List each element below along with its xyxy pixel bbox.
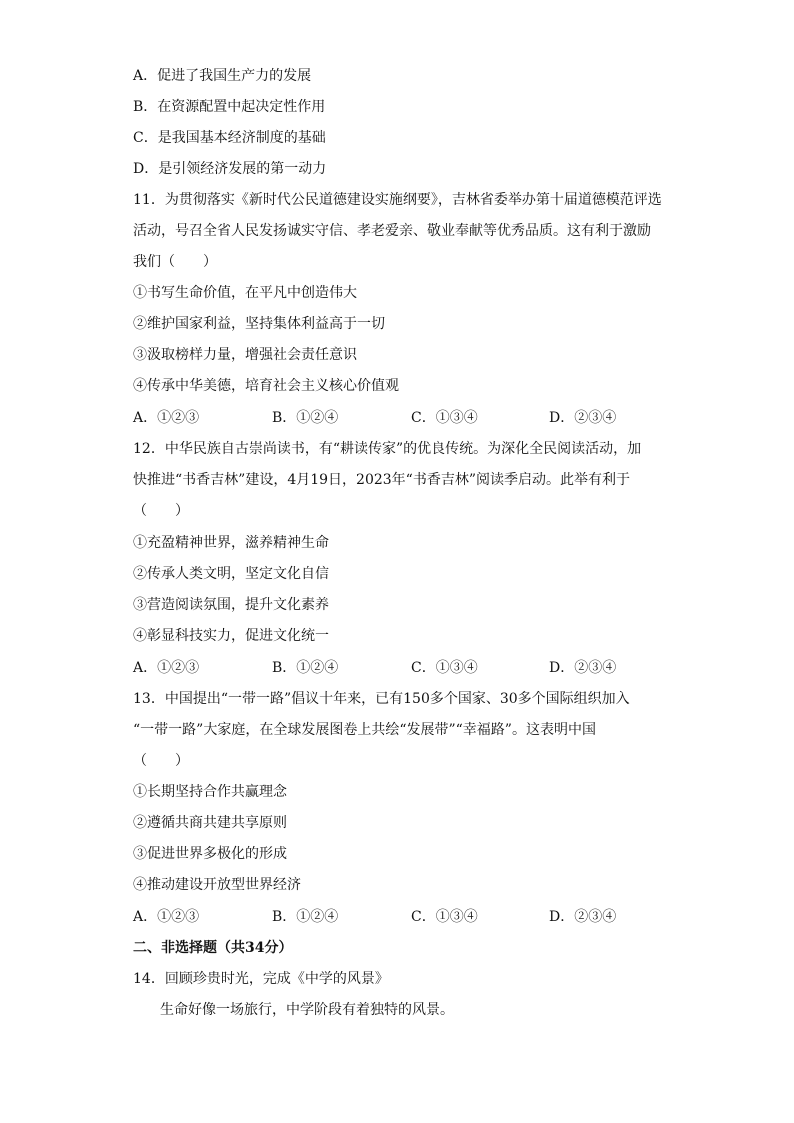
q12-choice-b: B．①②④	[272, 660, 339, 676]
q12-choice-d: D．②③④	[549, 660, 617, 676]
q10-option-a: A．促进了我国生产力的发展	[133, 68, 312, 84]
q11-stem-line-1: 11．为贯彻落实《新时代公民道德建设实施纲要》，吉林省委举办第十届道德模范评选	[133, 192, 662, 208]
q12-item-1: ①充盈精神世界，滋养精神生命	[133, 535, 329, 551]
q13-choice-a: A．①②③	[133, 909, 200, 925]
q10-option-b: B．在资源配置中起决定性作用	[133, 99, 326, 115]
q11-choices	[133, 408, 693, 428]
q12-choices	[133, 658, 693, 678]
q12-item-2: ②传承人类文明，坚定文化自信	[133, 566, 329, 582]
q11-choice-c: C．①③④	[411, 410, 478, 426]
q14-intro: 生命好像一场旅行，中学阶段有着独特的风景。	[160, 1002, 454, 1018]
q11-choice-d: D．②③④	[549, 410, 617, 426]
q10-option-c: C．是我国基本经济制度的基础	[133, 130, 326, 146]
q11-stem-line-3: 我们（ ）	[133, 254, 217, 270]
q14-stem: 14．回顾珍贵时光，完成《中学的风景》	[133, 971, 389, 987]
q11-item-2: ②维护国家利益，坚持集体利益高于一切	[133, 316, 385, 332]
q12-item-3: ③营造阅读氛围，提升文化素养	[133, 597, 329, 613]
q13-item-1: ①长期坚持合作共赢理念	[133, 784, 287, 800]
q13-item-4: ④推动建设开放型世界经济	[133, 877, 301, 893]
q13-choices	[133, 907, 693, 927]
q13-item-2: ②遵循共商共建共享原则	[133, 815, 287, 831]
q11-item-4: ④传承中华美德，培育社会主义核心价值观	[133, 378, 399, 394]
q13-choice-c: C．①③④	[411, 909, 478, 925]
q11-choice-a: A．①②③	[133, 410, 200, 426]
q13-choice-b: B．①②④	[272, 909, 339, 925]
q12-stem-line-1: 12．中华民族自古崇尚读书，有“耕读传家”的优良传统。为深化全民阅读活动，加	[133, 441, 642, 457]
q11-choice-b: B．①②④	[272, 410, 339, 426]
q11-item-1: ①书写生命价值，在平凡中创造伟大	[133, 285, 357, 301]
q13-stem-line-1: 13．中国提出“一带一路”倡议十年来，已有150多个国家、30多个国际组织加入	[133, 691, 630, 707]
section-heading: 二、非选择题（共34分）	[133, 940, 293, 956]
q11-stem-line-2: 活动，号召全省人民发扬诚实守信、孝老爱亲、敬业奉献等优秀品质。这有利于激励	[133, 223, 651, 239]
q13-stem-line-2: “一带一路”大家庭，在全球发展图卷上共绘“发展带”“幸福路”。这表明中国	[133, 722, 596, 738]
q13-item-3: ③促进世界多极化的形成	[133, 846, 287, 862]
q12-choice-c: C．①③④	[411, 660, 478, 676]
q12-choice-a: A．①②③	[133, 660, 200, 676]
q12-item-4: ④彰显科技实力，促进文化统一	[133, 628, 329, 644]
q11-item-3: ③汲取榜样力量，增强社会责任意识	[133, 347, 357, 363]
q12-stem-line-3: （ ）	[133, 503, 189, 519]
q12-stem-line-2: 快推进“书香吉林”建设，4月19日，2023年“书香吉林”阅读季启动。此举有利于	[133, 472, 630, 488]
q10-option-d: D．是引领经济发展的第一动力	[133, 161, 327, 177]
q13-choice-d: D．②③④	[549, 909, 617, 925]
q13-stem-line-3: （ ）	[133, 753, 189, 769]
